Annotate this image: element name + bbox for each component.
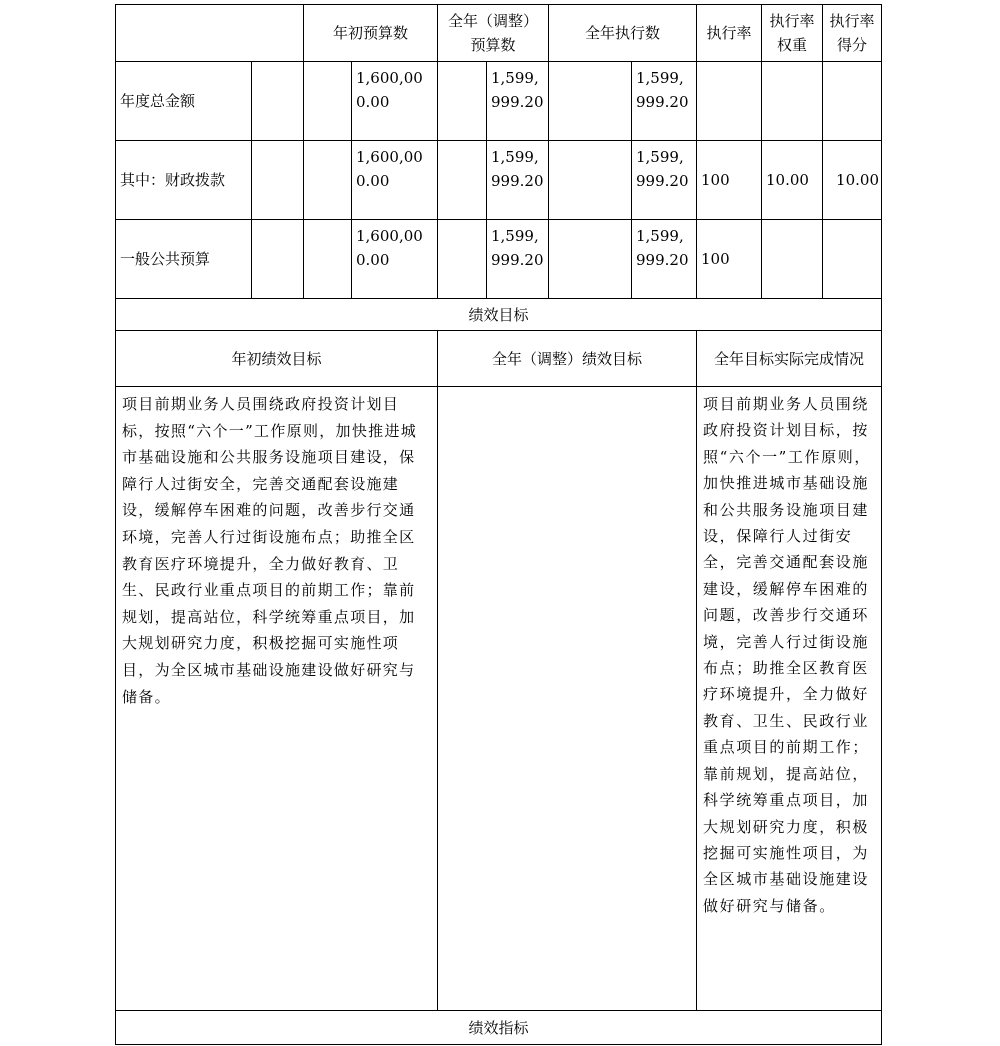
row-label-fiscal: 其中：财政拨款 (115, 140, 252, 220)
row-score-value (822, 61, 882, 141)
row-rate-value (696, 61, 762, 141)
row-weight-value: 10.00 (761, 140, 823, 220)
goals-actual-text: 项目前期业务人员围绕政府投资计划目标，按照“六个一”工作原则，加快推进城市基础设施和公共服务设施项目建设，保障行人过街安全，完善交通配套设施建设，缓解停车困难的问题，改善步行交通环境，完善人行过街设施布点；助推全区教育医疗环境提升，全力做好教育、卫生、民政行业重点项目的前期工作；靠前规划，提高站位，科学统筹重点项目，加大规划研究力度，积极挖掘可实施性项目，为全区城市基础设施建设做好研究与储备。 (696, 386, 882, 1011)
row-blank (251, 219, 304, 299)
goals-adjusted-text (437, 386, 697, 1011)
row-blank (437, 140, 487, 220)
row-weight-value (761, 61, 823, 141)
goals-header-actual: 全年目标实际完成情况 (696, 330, 882, 387)
header-adjusted-budget: 全年（调整）预算数 (437, 4, 549, 62)
header-weight: 执行率权重 (761, 4, 823, 62)
row-blank (437, 219, 487, 299)
row-rate-value: 100 (696, 140, 762, 220)
indicators-section-title: 绩效指标 (115, 1010, 882, 1045)
row-blank (251, 61, 304, 141)
row-initial-value: 1,600,000.00 (351, 140, 438, 220)
header-score: 执行率得分 (822, 4, 882, 62)
row-adjusted-value: 1,599,999.20 (486, 140, 549, 220)
row-score-value: 10.00 (822, 140, 882, 220)
header-initial-budget: 年初预算数 (303, 4, 438, 62)
header-executed: 全年执行数 (548, 4, 697, 62)
row-blank (303, 140, 352, 220)
row-blank (437, 61, 487, 141)
row-blank (303, 219, 352, 299)
row-blank (303, 61, 352, 141)
row-blank (251, 140, 304, 220)
row-executed-value: 1,599,999.20 (631, 61, 697, 141)
header-blank-cell (115, 4, 304, 62)
row-blank (548, 140, 632, 220)
row-blank (548, 219, 632, 299)
row-adjusted-value: 1,599,999.20 (486, 219, 549, 299)
row-rate-value: 100 (696, 219, 762, 299)
row-initial-value: 1,600,000.00 (351, 219, 438, 299)
row-executed-value: 1,599,999.20 (631, 140, 697, 220)
row-executed-value: 1,599,999.20 (631, 219, 697, 299)
row-initial-value: 1,600,000.00 (351, 61, 438, 141)
goals-initial-text: 项目前期业务人员围绕政府投资计划目标，按照“六个一”工作原则，加快推进城市基础设施和公共服务设施项目建设，保障行人过街安全，完善交通配套设施建设，缓解停车困难的问题，改善步行交通环境，完善人行过街设施布点；助推全区教育医疗环境提升，全力做好教育、卫生、民政行业重点项目的前期工作；靠前规划，提高站位，科学统筹重点项目，加大规划研究力度，积极挖掘可实施性项目，为全区城市基础设施建设做好研究与储备。 (115, 386, 438, 1011)
budget-performance-table (116, 5, 883, 1046)
goals-header-adjusted: 全年（调整）绩效目标 (437, 330, 697, 387)
goals-header-initial: 年初绩效目标 (115, 330, 438, 387)
row-adjusted-value: 1,599,999.20 (486, 61, 549, 141)
row-blank (548, 61, 632, 141)
row-label-total: 年度总金额 (115, 61, 252, 141)
goals-section-title: 绩效目标 (115, 298, 882, 331)
row-label-general: 一般公共预算 (115, 219, 252, 299)
header-rate: 执行率 (696, 4, 762, 62)
row-score-value (822, 219, 882, 299)
row-weight-value (761, 219, 823, 299)
